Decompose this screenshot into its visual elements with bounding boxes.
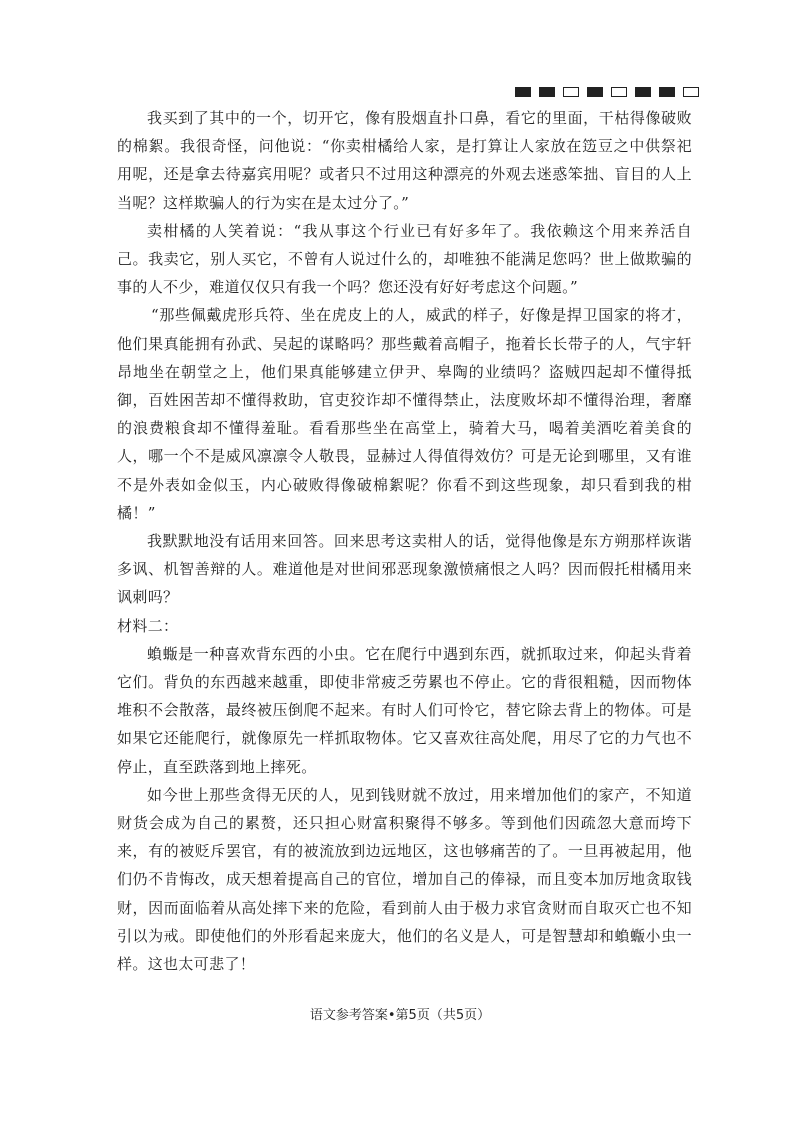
- header-mark-filled: [635, 87, 651, 97]
- header-mark-empty: [611, 87, 627, 97]
- paragraph: 蝜蝂是一种喜欢背东西的小虫。它在爬行中遇到东西，就抓取过来，仰起头背着它们。背负的东西越来越重，即使非常疲乏劳累也不停止。它的背很粗糙，因而物体堆积不会散落，最终被压倒爬不起来。有时人们可怜它，替它除去背上的物体。可是如果它还能爬行，就像原先一样抓取物体。它又喜欢往高处爬，用尽了它的力气也不停止，直至跌落到地上摔死。: [117, 644, 692, 776]
- paragraph: 卖柑橘的人笑着说：“我从事这个行业已有好多年了。我依赖这个用来养活自己。我卖它，别人买它，不曾有人说过什么的，却唯独不能满足您吗？世上做欺骗的事的人不少，难道仅仅只有我一个吗？您还没有好好考虑这个问题。”: [117, 221, 692, 297]
- paragraph: 我买到了其中的一个，切开它，像有股烟直扑口鼻，看它的里面，干枯得像破败的棉絮。我很奇怪，问他说：“你卖柑橘给人家，是打算让人家放在笾豆之中供祭祀用呢，还是拿去待嘉宾用呢？或者只不过用这种漂亮的外观去迷惑笨拙、盲目的人上当呢？这样欺骗人的行为实在是太过分了。”: [117, 109, 692, 212]
- header-marks: [515, 87, 699, 97]
- paragraph: 如今世上那些贪得无厌的人，见到钱财就不放过，用来增加他们的家产，不知道财货会成为自己的累赘，还只担心财富积聚得不够多。等到他们因疏忽大意而垮下来，有的被贬斥罢官，有的被流放到边远地区，这也够痛苦的了。一旦再被起用，他们仍不肯悔改，成天想着提高自己的官位，增加自己的俸禄，而且变本加厉地贪取钱财，因而面临着从高处摔下来的危险，看到前人由于极力求官贪财而自取灭亡也不知引以为戒。即使他们的外形看起来庞大，他们的名义是人，可是智慧却和蝜蝂小虫一样。这也太可悲了！: [117, 785, 692, 974]
- header-mark-empty: [683, 87, 699, 97]
- paragraph: 我默默地没有话用来回答。回来思考这卖柑人的话，觉得他像是东方朔那样诙谐多讽、机智善辩的人。难道他是对世间邪恶现象激愤痛恨之人吗？因而假托柑橘用来讽刺吗？: [117, 532, 692, 607]
- header-mark-filled: [515, 87, 531, 97]
- page-footer: 语文参考答案•第5页（共5页）: [309, 1008, 491, 1023]
- section-heading: 材料二：: [117, 616, 179, 635]
- header-mark-filled: [587, 87, 603, 97]
- document-body: [117, 104, 692, 978]
- header-mark-filled: [539, 87, 555, 97]
- header-mark-filled: [659, 87, 675, 97]
- header-mark-empty: [563, 87, 579, 97]
- paragraph: “那些佩戴虎形兵符、坐在虎皮上的人，威武的样子，好像是捍卫国家的将才，他们果真能拥有孙武、吴起的谋略吗？那些戴着高帽子，拖着长长带子的人，气宇轩昂地坐在朝堂之上，他们果真能够建立伊尹、皋陶的业绩吗？盗贼四起却不懂得抵御，百姓困苦却不懂得救助，官吏狡诈却不懂得禁止，法度败坏却不懂得治理，奢靡的浪费粮食却不懂得羞耻。看看那些坐在高堂上，骑着大马，喝着美酒吃着美食的人，哪一个不是威风凛凛令人敬畏，显赫过人得值得效仿？可是无论到哪里，又有谁不是外表如金似玉，内心破败得像破棉絮呢？你看不到这些现象，却只看到我的柑橘！”: [117, 306, 692, 522]
